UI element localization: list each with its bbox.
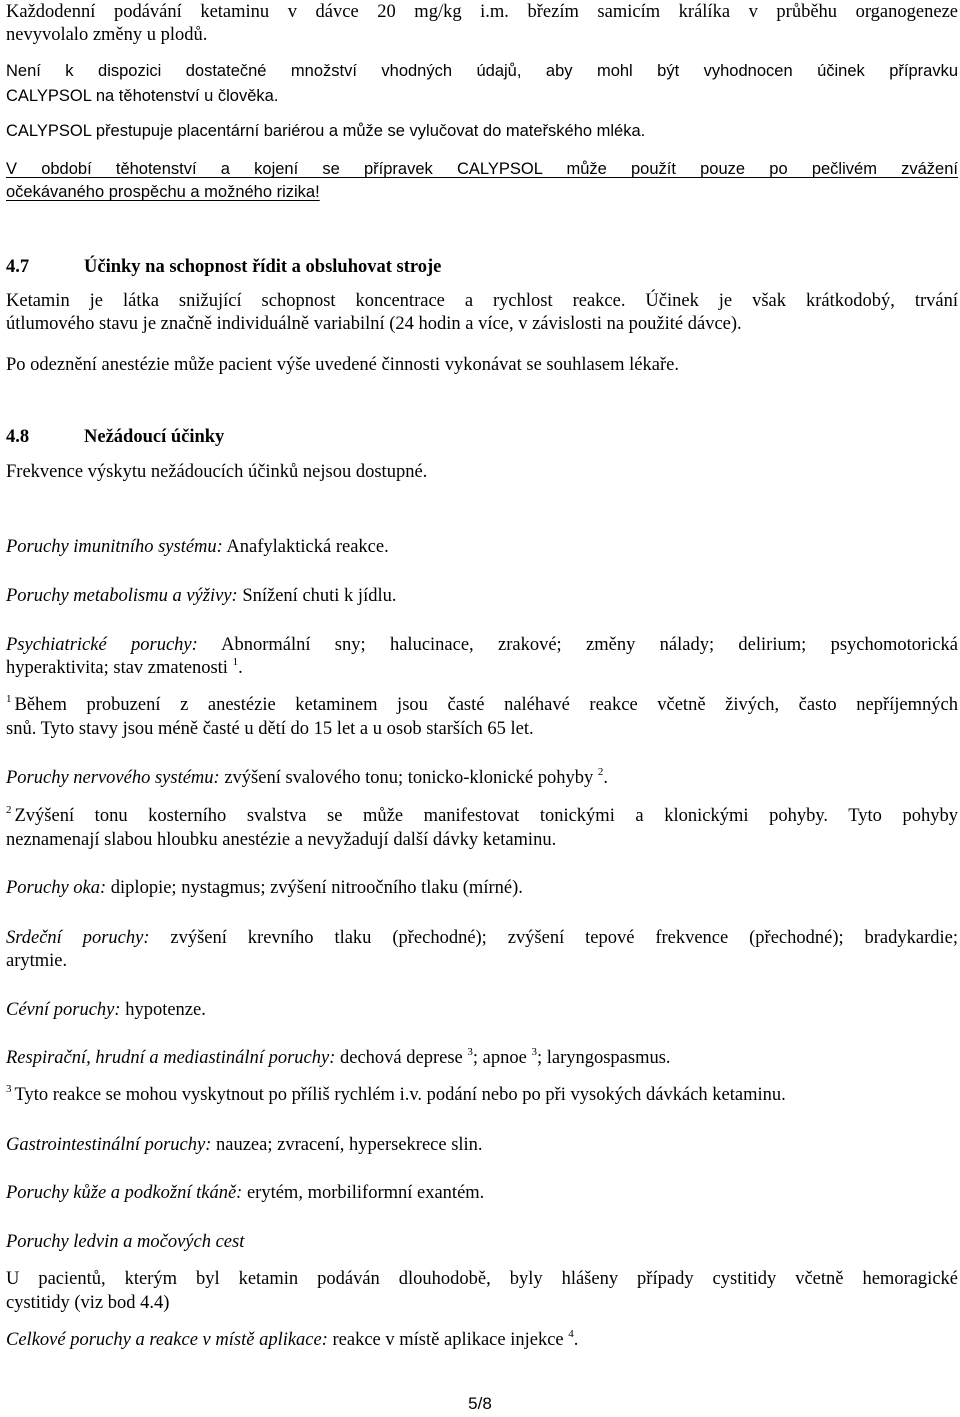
category-label: Poruchy nervového systému:	[6, 768, 220, 788]
category-label: Gastrointestinální poruchy:	[6, 1135, 212, 1155]
footnote-ref: 3	[531, 1046, 537, 1058]
pregnancy-text-line: CALYPSOL na těhotenství u člověka.	[6, 87, 279, 105]
psychiatric-entry	[6, 634, 958, 656]
section-title: Nežádoucí účinky	[84, 427, 225, 447]
footnote-1-cont: snů. Tyto stavy jsou méně časté u dětí do 15 let a u osob starších 65 let.	[6, 719, 534, 739]
skin-entry	[6, 1182, 484, 1204]
category-label: Srdeční poruchy:	[6, 928, 150, 948]
category-text: Abnormální sny; halucinace, zrakové; změny nálady; delirium; psychomotorická	[197, 635, 958, 655]
respiratory-entry	[6, 1047, 671, 1071]
page-number: 5/8	[468, 1394, 492, 1413]
pregnancy-warning-line: V období těhotenství a kojení se přípravek CALYPSOL může použít pouze po pečlivém zvážení	[6, 160, 958, 178]
category-label: Poruchy kůže a podkožní tkáně:	[6, 1183, 243, 1203]
footnote-ref: 2	[597, 766, 604, 778]
punctuation: .	[603, 768, 608, 788]
category-text: erytém, morbiliformní exantém.	[242, 1183, 485, 1203]
cardiac-entry-cont: arytmie.	[6, 951, 68, 971]
category-text: hyperaktivita; stav zmatenosti	[6, 658, 233, 678]
punctuation: .	[238, 658, 243, 678]
category-label: Poruchy metabolismu a výživy:	[6, 586, 238, 606]
category-label: Respirační, hrudní a mediastinální poruchy:	[6, 1048, 336, 1068]
punctuation: .	[573, 1330, 579, 1350]
category-text: ; apnoe	[472, 1048, 532, 1068]
section-4-7-text-line: Po odeznění anestézie může pacient výše uvedené činnosti vykonávat se souhlasem lékaře.	[6, 355, 679, 375]
renal-entry-text: U pacientů, kterým byl ketamin podáván dlouhodobě, byly hlášeny případy cystitidy včetně hemoragické	[6, 1269, 958, 1289]
immune-system-entry	[6, 536, 389, 558]
section-4-7-text-line: útlumového stavu je značně individuálně variabilní (24 hodin a více, v závislosti na použité dávce).	[6, 314, 742, 334]
category-label: Celkové poruchy a reakce v místě aplikace:	[6, 1330, 328, 1350]
nervous-system-entry	[6, 767, 608, 791]
vascular-entry	[6, 999, 206, 1021]
category-text: zvýšení svalového tonu; tonicko-klonické pohyby	[219, 768, 598, 788]
category-text: dechová deprese	[335, 1048, 468, 1068]
category-label: Poruchy imunitního systému:	[6, 537, 223, 557]
category-label: Cévní poruchy:	[6, 1000, 121, 1020]
footnote-text: Zvýšení tonu kosterního svalstva se může manifestovat tonickými a klonickými pohyby. Tyto pohyby	[14, 806, 958, 826]
pregnancy-text-line: Každodenní podávání ketaminu v dávce 20 mg/kg i.m. březím samicím králíka v průběhu organogeneze	[6, 2, 958, 22]
section-number: 4.8	[6, 427, 30, 447]
category-text: Snížení chuti k jídlu.	[237, 586, 397, 606]
category-text: zvýšení krevního tlaku (přechodné); zvýšení tepové frekvence (přechodné); bradykardie;	[149, 928, 959, 948]
category-text: reakce v místě aplikace injekce	[327, 1330, 569, 1350]
frequency-note: Frekvence výskytu nežádoucích účinků nejsou dostupné.	[6, 462, 428, 482]
footnote-2-cont: neznamenají slabou hloubku anestézie a nevyžadují další dávky ketaminu.	[6, 830, 557, 850]
footnote-ref: 1	[232, 656, 239, 668]
pregnancy-text-line: Není k dispozici dostatečné množství vhodných údajů, aby mohl být vyhodnocen účinek přípravku	[6, 62, 958, 80]
section-title: Účinky na schopnost řídit a obsluhovat stroje	[84, 257, 442, 277]
psychiatric-entry-cont	[6, 657, 243, 681]
metabolism-entry	[6, 585, 396, 607]
section-4-8-heading	[6, 426, 224, 448]
section-4-7-text-line: Ketamin je látka snižující schopnost koncentrace a rychlost reakce. Účinek je však krátkodobý, trvání	[6, 291, 958, 311]
category-text: diplopie; nystagmus; zvýšení nitroočního tlaku (mírné).	[106, 878, 523, 898]
pregnancy-warning-line: očekávaného prospěchu a možného rizika!	[6, 183, 320, 201]
footnote-mark: 2	[6, 804, 12, 816]
footnote-text: Během probuzení z anestézie ketaminem jsou časté naléhavé reakce včetně živých, často nepříjemných	[14, 695, 958, 715]
footnote-1	[6, 694, 958, 718]
category-text: hypotenze.	[120, 1000, 206, 1020]
section-4-7-heading	[6, 256, 441, 278]
renal-entry-label	[6, 1231, 244, 1253]
footnote-2	[6, 805, 958, 829]
gastrointestinal-entry	[6, 1134, 483, 1156]
footnote-mark: 1	[6, 693, 12, 705]
general-disorders-entry	[6, 1329, 578, 1353]
footnote-ref: 3	[467, 1046, 473, 1058]
renal-entry-text: cystitidy (viz bod 4.4)	[6, 1293, 170, 1313]
category-label: Poruchy ledvin a močových cest	[6, 1232, 245, 1252]
category-text: nauzea; zvracení, hypersekrece slin.	[211, 1135, 483, 1155]
category-text: Anafylaktická reakce.	[222, 537, 389, 557]
category-label: Psychiatrické poruchy:	[6, 635, 198, 655]
eye-disorders-entry	[6, 877, 523, 899]
footnote-ref: 4	[568, 1328, 574, 1340]
breastfeeding-text: CALYPSOL přestupuje placentární bariérou a může se vylučovat do mateřského mléka.	[6, 122, 646, 140]
category-label: Poruchy oka:	[6, 878, 107, 898]
footnote-text: Tyto reakce se mohou vyskytnout po příliš rychlém i.v. podání nebo po při vysokých dávkách ketaminu.	[14, 1085, 786, 1105]
footnote-3	[6, 1084, 786, 1108]
cardiac-entry	[6, 927, 958, 949]
category-text: ; laryngospasmus.	[536, 1048, 671, 1068]
pregnancy-text-line: nevyvolalo změny u plodů.	[6, 25, 208, 45]
footnote-mark: 3	[6, 1083, 12, 1095]
section-number: 4.7	[6, 257, 30, 277]
